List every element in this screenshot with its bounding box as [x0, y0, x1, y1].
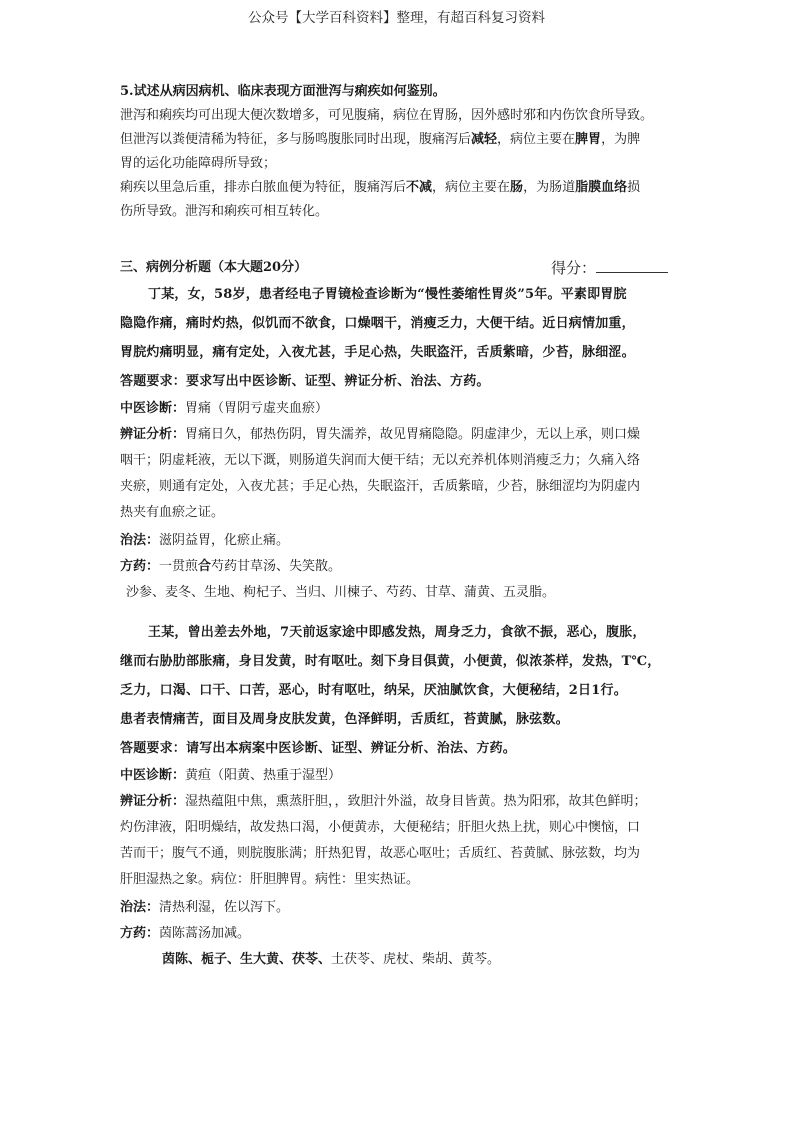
diagnosis-label: 中医诊断： [120, 401, 186, 416]
case-2-prescription [120, 921, 680, 947]
case-2-analysis-1 [120, 789, 680, 815]
score-label: 得分： [550, 259, 596, 277]
case-1-analysis-3: 夹瘀，则通有定处，入夜尤甚；手足心热，失眠盗汗，舌质紫暗，少苔，脉细涩均为阴虚内 [120, 479, 641, 494]
prescription-text: 茵陈蒿汤加减。 [159, 926, 251, 941]
case-1-prescription [120, 554, 680, 580]
question-5-title: 5.试述从病因病机、临床表现方面泄泻与痢疾如何鉴别。 [120, 84, 446, 99]
case-2-requirement: 答题要求：请写出本病案中医诊断、证型、辨证分析、治法、方药。 [120, 741, 517, 756]
case-1-analysis-1 [120, 422, 680, 448]
q5-emphasis: 脾胃 [575, 132, 602, 147]
q5-line-1: 泄泻和痢疾均可出现大便次数增多，可见腹痛，病位在胃肠，因外感时邪和内伤饮食所导致。 [120, 108, 654, 123]
case-2 [120, 618, 680, 973]
q5-emphasis: 肠 [510, 180, 524, 195]
case-2-diagnosis [120, 763, 680, 789]
analysis-label: 辨证分析： [120, 427, 186, 442]
q5-emphasis: 减轻 [471, 132, 498, 147]
diagnosis-label: 中医诊断： [120, 768, 186, 783]
q5-text: 但泄泻以粪便清稀为特征，多与肠鸣腹胀同时出现，腹痛泻后 [120, 132, 472, 147]
score-field[interactable] [551, 256, 668, 280]
case-2-analysis-3: 苦而干；腹气不通，则脘腹胀满；肝热犯胃，故恶心呕吐；舌质红、苔黄腻、脉弦数，均为 [120, 846, 641, 861]
case-1-diagnosis [120, 396, 680, 422]
q5-line-5: 伤所导致。泄泻和痢疾可相互转化。 [120, 204, 329, 219]
q5-line-3: 胃的运化功能障碍所导致； [120, 156, 277, 171]
page-header: 公众号【大学百科资料】整理，有超百科复习资料 [248, 10, 545, 26]
case-2-treatment [120, 895, 680, 921]
treatment-text: 滋阴益胃，化瘀止痛。 [159, 533, 290, 548]
case-2-line-4: 患者表情痛苦，面目及周身皮肤发黄，色泽鲜明，舌质红，苔黄腻，脉弦数。 [120, 712, 569, 727]
treatment-label: 治法： [120, 900, 160, 915]
question-5 [120, 80, 680, 224]
section-3-heading-row [120, 256, 680, 280]
score-blank[interactable] [596, 256, 668, 273]
q5-emphasis: 不减 [406, 180, 433, 195]
analysis-label: 辨证分析： [120, 794, 186, 809]
q5-text: 痢疾以里急后重，排赤白脓血便为特征，腹痛泻后 [120, 180, 407, 195]
prescription-text: 一贯煎 [159, 559, 199, 574]
case-2-herbs [120, 947, 680, 973]
herbs-text: 土茯苓、虎杖、柴胡、黄芩。 [331, 952, 501, 967]
q5-text: ，病位主要在 [497, 132, 576, 147]
q5-line-4 [120, 176, 680, 200]
diagnosis-text: 黄疸（阳黄、热重于湿型） [185, 768, 342, 783]
q5-line-2 [120, 128, 680, 152]
section-3 [120, 256, 680, 606]
treatment-label: 治法： [120, 533, 160, 548]
case-2-line-1: 王某，曾出差去外地，7天前返家途中即感发热，周身乏力，食欲不振，恶心，腹胀， [148, 625, 646, 640]
prescription-label: 方药： [120, 559, 160, 574]
case-1-line-1: 丁某，女，58岁，患者经电子胃镜检查诊断为“慢性萎缩性胃炎”5年。平素即胃脘 [148, 287, 627, 302]
prescription-text: 芍药甘草汤、失笑散。 [211, 559, 342, 574]
herbs-emphasis: 茵陈、栀子、生大黄、茯苓、 [162, 952, 332, 967]
case-1-line-2: 隐隐作痛，痛时灼热，似饥而不欲食，口燥咽干，消瘦乏力，大便干结。近日病情加重， [120, 316, 635, 331]
q5-text: ，病位主要在 [432, 180, 511, 195]
case-1-analysis-2: 咽干；阴虚耗液，无以下溉，则肠道失润而大便干结；无以充养机体则消瘦乏力；久痛入络 [120, 453, 641, 468]
q5-emphasis: 脂膜血络 [575, 180, 628, 195]
section-3-heading: 三、病例分析题（本大题20分） [120, 260, 308, 275]
q5-text: ，为脾 [601, 132, 641, 147]
q5-text: 损 [627, 180, 641, 195]
diagnosis-text: 胃痛（胃阴亏虚夹血瘀） [185, 401, 329, 416]
case-1-herbs: 沙参、麦冬、生地、枸杞子、当归、川楝子、芍药、甘草、蒲黄、五灵脂。 [126, 585, 556, 600]
case-2-line-3: 乏力，口渴、口干、口苦，恶心，时有呕吐，纳呆，厌油腻饮食，大便秘结，2日1行。 [120, 683, 627, 698]
case-1-requirement: 答题要求：要求写出中医诊断、证型、辨证分析、治法、方药。 [120, 374, 490, 389]
treatment-text: 清热利湿，佐以泻下。 [159, 900, 290, 915]
prescription-emphasis: 合 [198, 559, 212, 574]
case-2-line-2: 继而右胁肋部胀痛，身目发黄，时有呕吐。刻下身目俱黄，小便黄，似浓茶样，发热，T℃， [120, 654, 661, 669]
case-2-analysis-4: 肝胆湿热之象。病位：肝胆脾胃。病性：里实热证。 [120, 872, 420, 887]
case-2-analysis-2: 灼伤津液，阳明燥结，故发热口渴，小便黄赤，大便秘结；肝胆火热上扰，则心中懊恼，口 [120, 820, 641, 835]
prescription-label: 方药： [120, 926, 160, 941]
case-1-treatment [120, 528, 680, 554]
analysis-text: 胃痛日久，郁热伤阴，胃失濡养，故见胃痛隐隐。阴虚津少，无以上承，则口燥 [185, 427, 641, 442]
case-1-line-3: 胃脘灼痛明显，痛有定处，入夜尤甚，手足心热，失眠盗汗，舌质紫暗，少苔，脉细涩。 [120, 345, 635, 360]
q5-text: ，为肠道 [523, 180, 576, 195]
analysis-text: 湿热蕴阻中焦，熏蒸肝胆，，致胆汁外溢，故身目皆黄。热为阳邪，故其色鲜明； [185, 794, 647, 809]
case-1-analysis-4: 热夹有血瘀之证。 [120, 505, 225, 520]
